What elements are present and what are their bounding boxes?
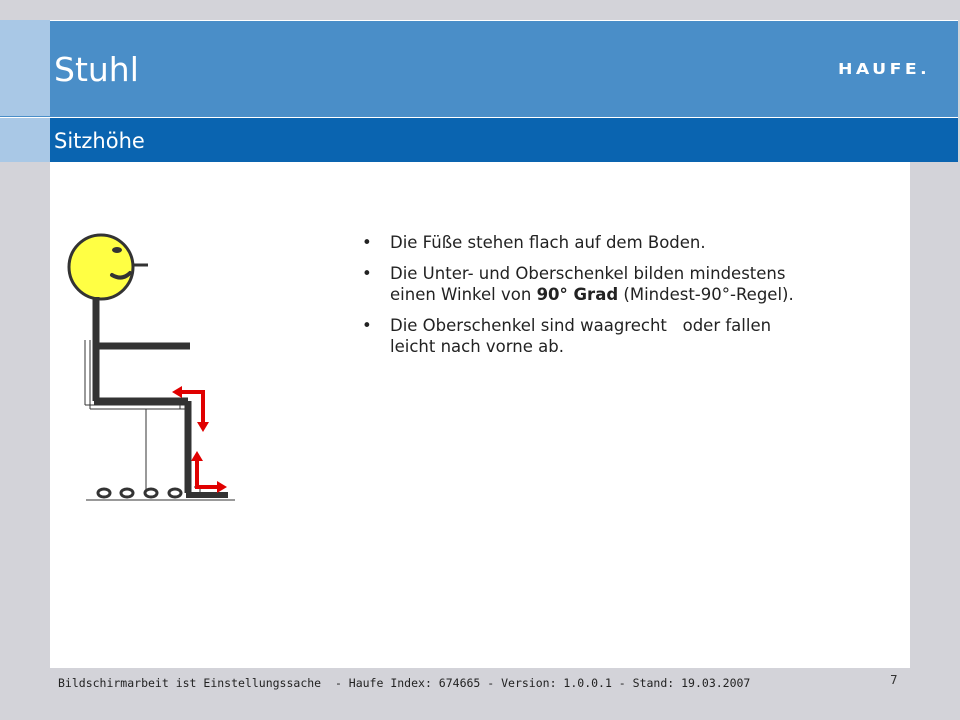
arrow-head-icon — [172, 386, 182, 398]
seated-person-illustration — [60, 225, 260, 515]
list-item — [362, 263, 802, 305]
list-item — [362, 315, 802, 357]
title-bar — [0, 20, 958, 118]
bullet-text: Die Unter- und Oberschenkel bilden mindestens einen Winkel von — [390, 264, 786, 304]
logo-text: HAUFE — [838, 60, 921, 78]
arrow-head-icon — [197, 422, 209, 432]
bullet-icon: • — [362, 233, 372, 252]
bullet-icon: • — [362, 316, 372, 335]
wheel-icon — [145, 489, 157, 497]
page-subtitle: Sitzhöhe — [54, 129, 145, 153]
page-title: Stuhl — [54, 50, 139, 89]
bullet-text: Die Oberschenkel sind waagrecht oder fallen leicht nach vorne ab. — [390, 316, 777, 356]
list-item — [362, 232, 802, 253]
top-strip — [50, 0, 910, 20]
haufe-logo — [838, 60, 930, 78]
bullet-list — [362, 232, 802, 367]
wheel-icon — [121, 489, 133, 497]
bullet-text: (Mindest-90°-Regel). — [618, 285, 794, 304]
logo-dot: . — [920, 60, 931, 78]
page-number: 7 — [890, 673, 898, 687]
wheel-icon — [98, 489, 110, 497]
subtitle-bar-accent — [0, 118, 50, 162]
footer-text: Bildschirmarbeit ist Einstellungssache - Haufe Index: 674665 - Version: 1.0.0.1 - Stand: 19.03.2007 — [58, 676, 751, 690]
bullet-text-bold: 90° Grad — [536, 285, 619, 304]
arrow-head-icon — [217, 481, 227, 493]
eye-icon — [112, 247, 122, 253]
arrow-head-icon — [191, 451, 203, 461]
title-bar-accent — [0, 20, 50, 116]
bullet-icon: • — [362, 264, 372, 283]
head-icon — [69, 235, 133, 299]
bullet-text: Die Füße stehen flach auf dem Boden. — [390, 233, 706, 252]
wheel-icon — [169, 489, 181, 497]
